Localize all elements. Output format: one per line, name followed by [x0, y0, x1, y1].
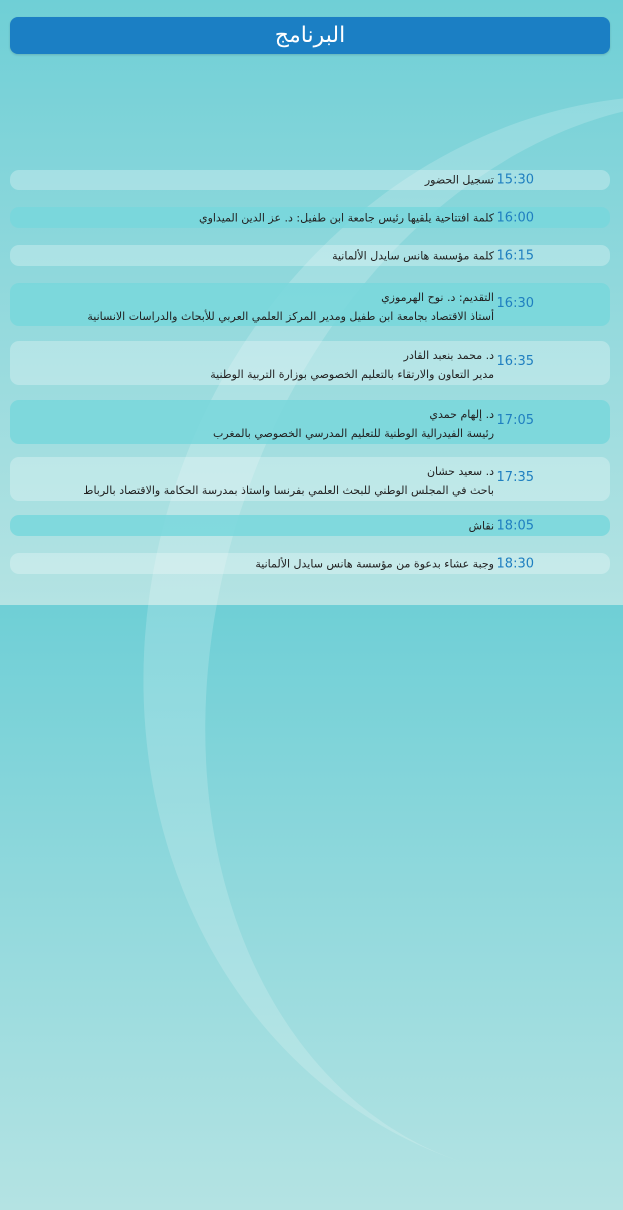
schedule-time: 17:35: [496, 470, 534, 485]
schedule-row: [10, 515, 610, 536]
schedule-text: وجبة عشاء بدعوة من مؤسسة هانس سايدل الألمانية: [255, 557, 494, 570]
schedule-row: [10, 553, 610, 574]
schedule-row: [10, 341, 610, 385]
schedule-time: 16:30: [496, 296, 534, 311]
page-title: البرنامج: [10, 17, 610, 54]
schedule-speaker: د. محمد بنعبد القادر: [403, 349, 494, 362]
schedule-time: 17:05: [496, 413, 534, 428]
schedule-text: تسجيل الحضور: [424, 173, 494, 187]
schedule-text: كلمة افتتاحية يلقيها رئيس جامعة ابن طفيل: د. عز الدين الميداوي: [198, 211, 494, 224]
schedule-row: [10, 170, 610, 190]
schedule-speaker: د. سعيد حشان: [426, 465, 494, 478]
schedule-row: [10, 207, 610, 228]
schedule-row: [10, 457, 610, 501]
schedule-speaker: د. إلهام حمدي: [429, 408, 494, 421]
schedule-time: 16:00: [496, 210, 534, 225]
schedule-description: أستاذ الاقتصاد بجامعة ابن طفيل ومدير المركز العلمي العربي للأبحاث والدراسات الانسانية: [87, 310, 494, 323]
schedule-time: 16:15: [496, 248, 534, 263]
schedule-description: مدير التعاون والارتقاء بالتعليم الخصوصي بوزارة التربية الوطنية: [210, 368, 494, 381]
schedule-time: 15:30: [496, 172, 534, 188]
schedule-description: باحث في المجلس الوطني للبحث العلمي بفرنسا واستاذ بمدرسة الحكامة والاقتصاد بالرباط: [83, 484, 494, 497]
schedule-time: 18:30: [496, 556, 534, 571]
schedule-time: 18:05: [496, 518, 534, 533]
schedule-text: نقاش: [468, 519, 494, 532]
schedule-description: رئيسة الفيدرالية الوطنية للتعليم المدرسي الخصوصي بالمغرب: [213, 427, 494, 440]
schedule-row: [10, 245, 610, 266]
schedule-speaker: التقديم: د. نوح الهرموزي: [381, 291, 494, 304]
schedule-row: [10, 400, 610, 444]
schedule-text: كلمة مؤسسة هانس سايدل الألمانية: [332, 249, 494, 262]
schedule-time: 16:35: [496, 354, 534, 369]
schedule-row: [10, 283, 610, 326]
